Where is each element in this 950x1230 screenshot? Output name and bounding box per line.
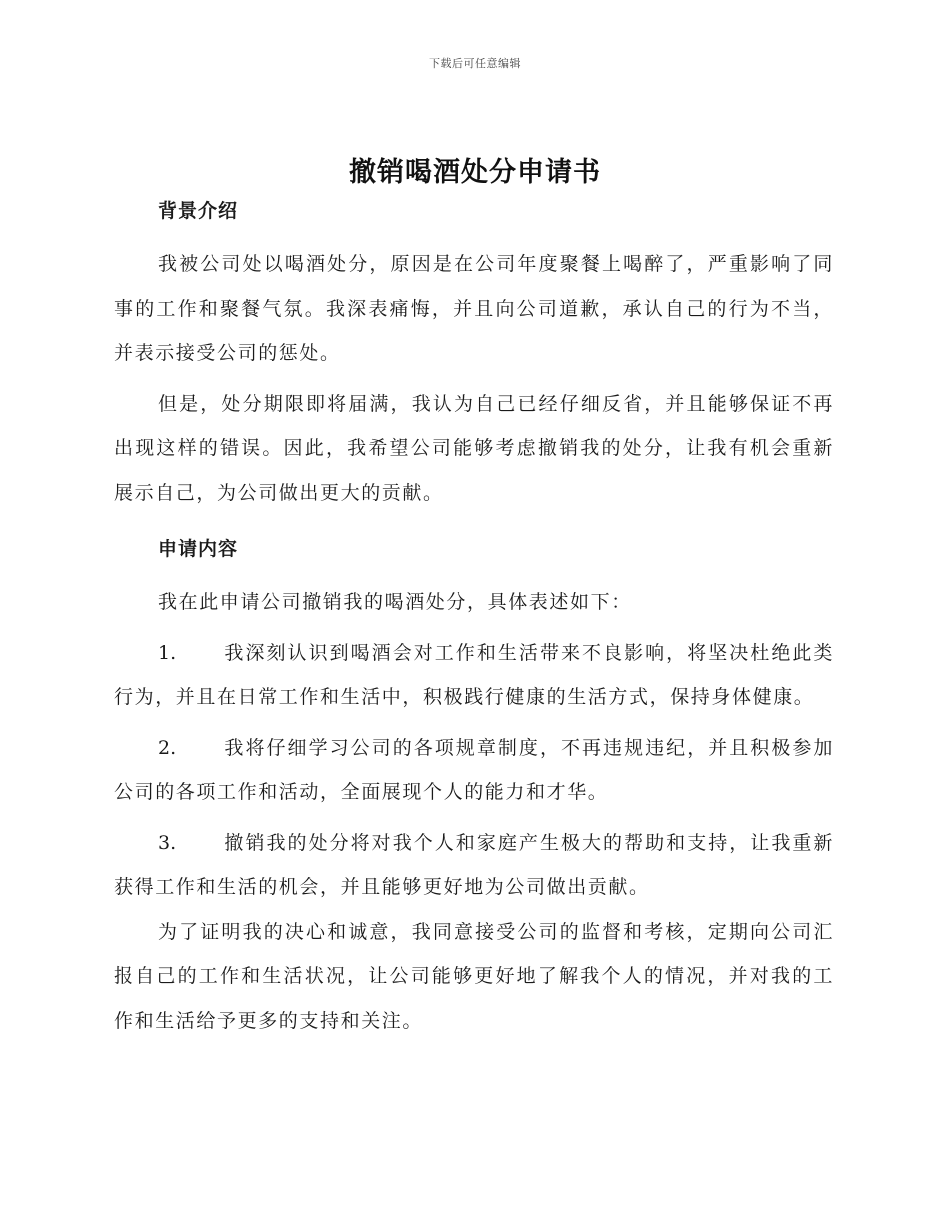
list-item-text: 我深刻认识到喝酒会对工作和生活带来不良影响，将坚决杜绝此类行为，并且在日常工作和生活中，积极践行健康的生活方式，保持身体健康。 xyxy=(114,641,834,708)
list-item-number: 1. xyxy=(158,641,177,664)
background-paragraph-2: 但是，处分期限即将届满，我认为自己已经仔细反省，并且能够保证不再出现这样的错误。因此，我希望公司能够考虑撤销我的处分，让我有机会重新展示自己，为公司做出更大的贡献。 xyxy=(114,392,834,504)
list-item xyxy=(114,726,834,815)
section-heading-application: 申请内容 xyxy=(158,538,239,560)
header-note: 下载后可任意编辑 xyxy=(429,57,521,70)
list-item-number: 3. xyxy=(158,831,177,854)
list-item xyxy=(114,631,834,720)
list-item-text: 撤销我的处分将对我个人和家庭产生极大的帮助和支持，让我重新获得工作和生活的机会，并且能够更好地为公司做出贡献。 xyxy=(114,831,834,898)
list-item-number: 2. xyxy=(158,736,177,759)
application-intro: 我在此申请公司撤销我的喝酒处分，具体表述如下： xyxy=(158,591,632,613)
document-body xyxy=(114,195,834,1043)
list-item xyxy=(114,821,834,910)
background-paragraph-1: 我被公司处以喝酒处分，原因是在公司年度聚餐上喝醉了，严重影响了同事的工作和聚餐气氛。我深表痛悔，并且向公司道歉，承认自己的行为不当，并表示接受公司的惩处。 xyxy=(114,253,834,364)
document-title: 撤销喝酒处分申请书 xyxy=(349,157,601,188)
list-item-text: 我将仔细学习公司的各项规章制度，不再违规违纪，并且积极参加公司的各项工作和活动，全面展现个人的能力和才华。 xyxy=(114,736,834,803)
closing-paragraph: 为了证明我的决心和诚意，我同意接受公司的监督和考核，定期向公司汇报自己的工作和生活状况，让公司能够更好地了解我个人的情况，并对我的工作和生活给予更多的支持和关注。 xyxy=(114,920,834,1032)
section-heading-background: 背景介绍 xyxy=(158,200,239,222)
